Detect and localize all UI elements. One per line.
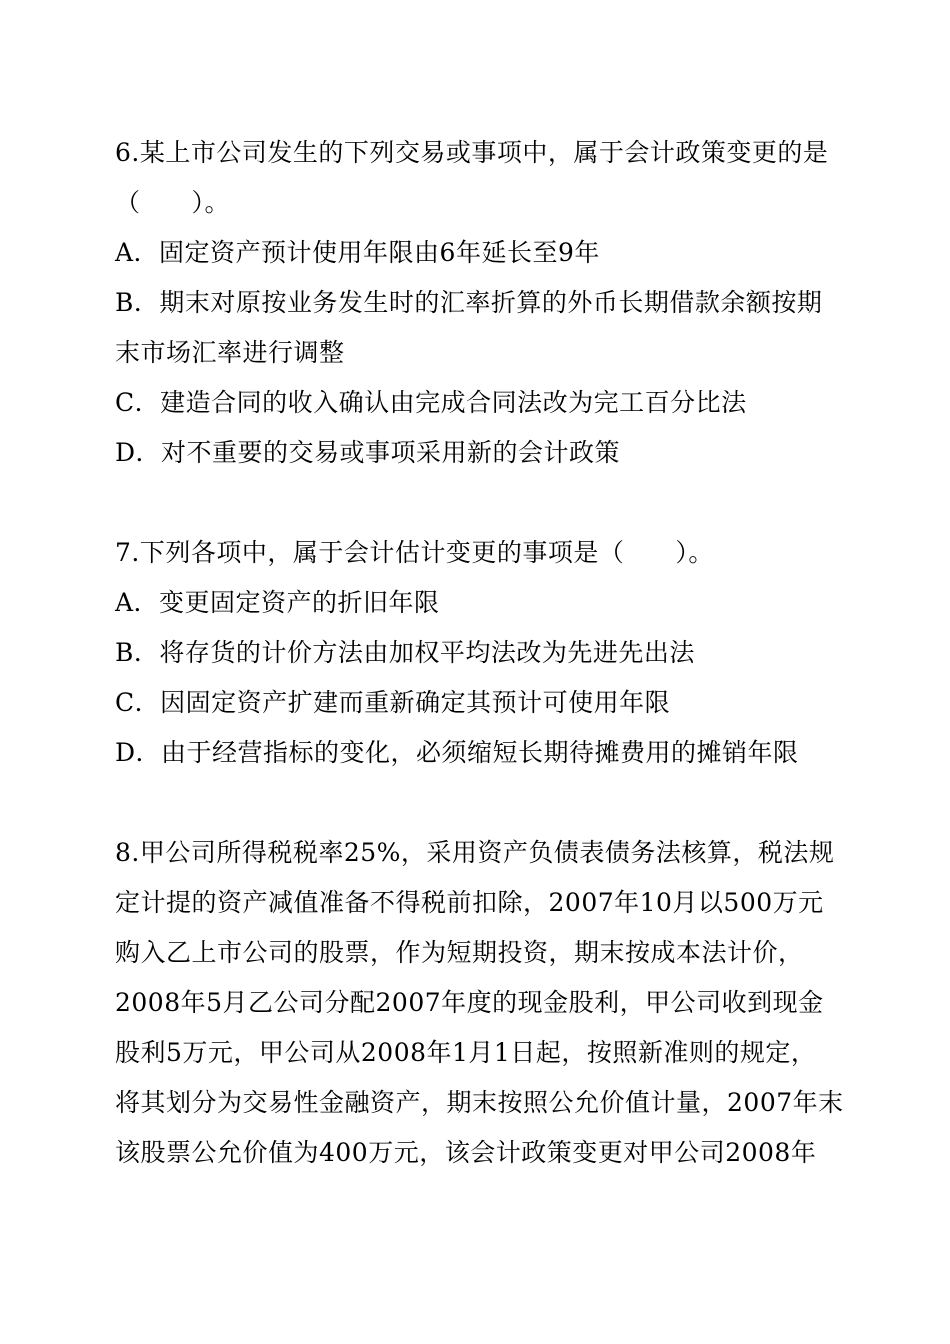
question-stem-line: 股利5万元，甲公司从2008年1月1日起，按照新准则的规定， xyxy=(115,1038,817,1067)
option-d: D．对不重要的交易或事项采用新的会计政策 xyxy=(115,438,621,467)
question-stem-line: 将其划分为交易性金融资产，期末按照公允价值计量，2007年末 xyxy=(115,1088,844,1117)
option-b: B．期末对原按业务发生时的汇率折算的外币长期借款余额按期 xyxy=(115,288,823,317)
question-stem-line: （ ）。 xyxy=(115,188,231,217)
option-a: A．变更固定资产的折旧年限 xyxy=(115,588,440,617)
question-6 xyxy=(115,128,845,478)
question-stem-line: 6.某上市公司发生的下列交易或事项中，属于会计政策变更的是 xyxy=(115,138,829,167)
option-d: D．由于经营指标的变化，必须缩短长期待摊费用的摊销年限 xyxy=(115,738,799,767)
question-stem-line: 购入乙上市公司的股票，作为短期投资，期末按成本法计价， xyxy=(115,938,804,967)
question-spacer xyxy=(115,478,845,528)
question-7 xyxy=(115,528,845,778)
question-stem-line: 7.下列各项中，属于会计估计变更的事项是（ ）。 xyxy=(115,538,714,567)
document-page xyxy=(115,128,845,1178)
question-stem-line: 该股票公允价值为400万元，该会计政策变更对甲公司2008年 xyxy=(115,1138,817,1167)
option-c: C．因固定资产扩建而重新确定其预计可使用年限 xyxy=(115,688,671,717)
option-c: C．建造合同的收入确认由完成合同法改为完工百分比法 xyxy=(115,388,747,417)
question-stem-line: 8.甲公司所得税税率25%，采用资产负债表债务法核算，税法规 xyxy=(115,838,835,867)
question-8 xyxy=(115,828,845,1178)
option-a: A．固定资产预计使用年限由6年延长至9年 xyxy=(115,238,600,267)
question-stem-line: 2008年5月乙公司分配2007年度的现金股利，甲公司收到现金 xyxy=(115,988,824,1017)
option-b-continued: 末市场汇率进行调整 xyxy=(115,338,345,367)
option-b: B．将存货的计价方法由加权平均法改为先进先出法 xyxy=(115,638,695,667)
question-stem-line: 定计提的资产减值准备不得税前扣除，2007年10月以500万元 xyxy=(115,888,824,917)
question-spacer xyxy=(115,778,845,828)
